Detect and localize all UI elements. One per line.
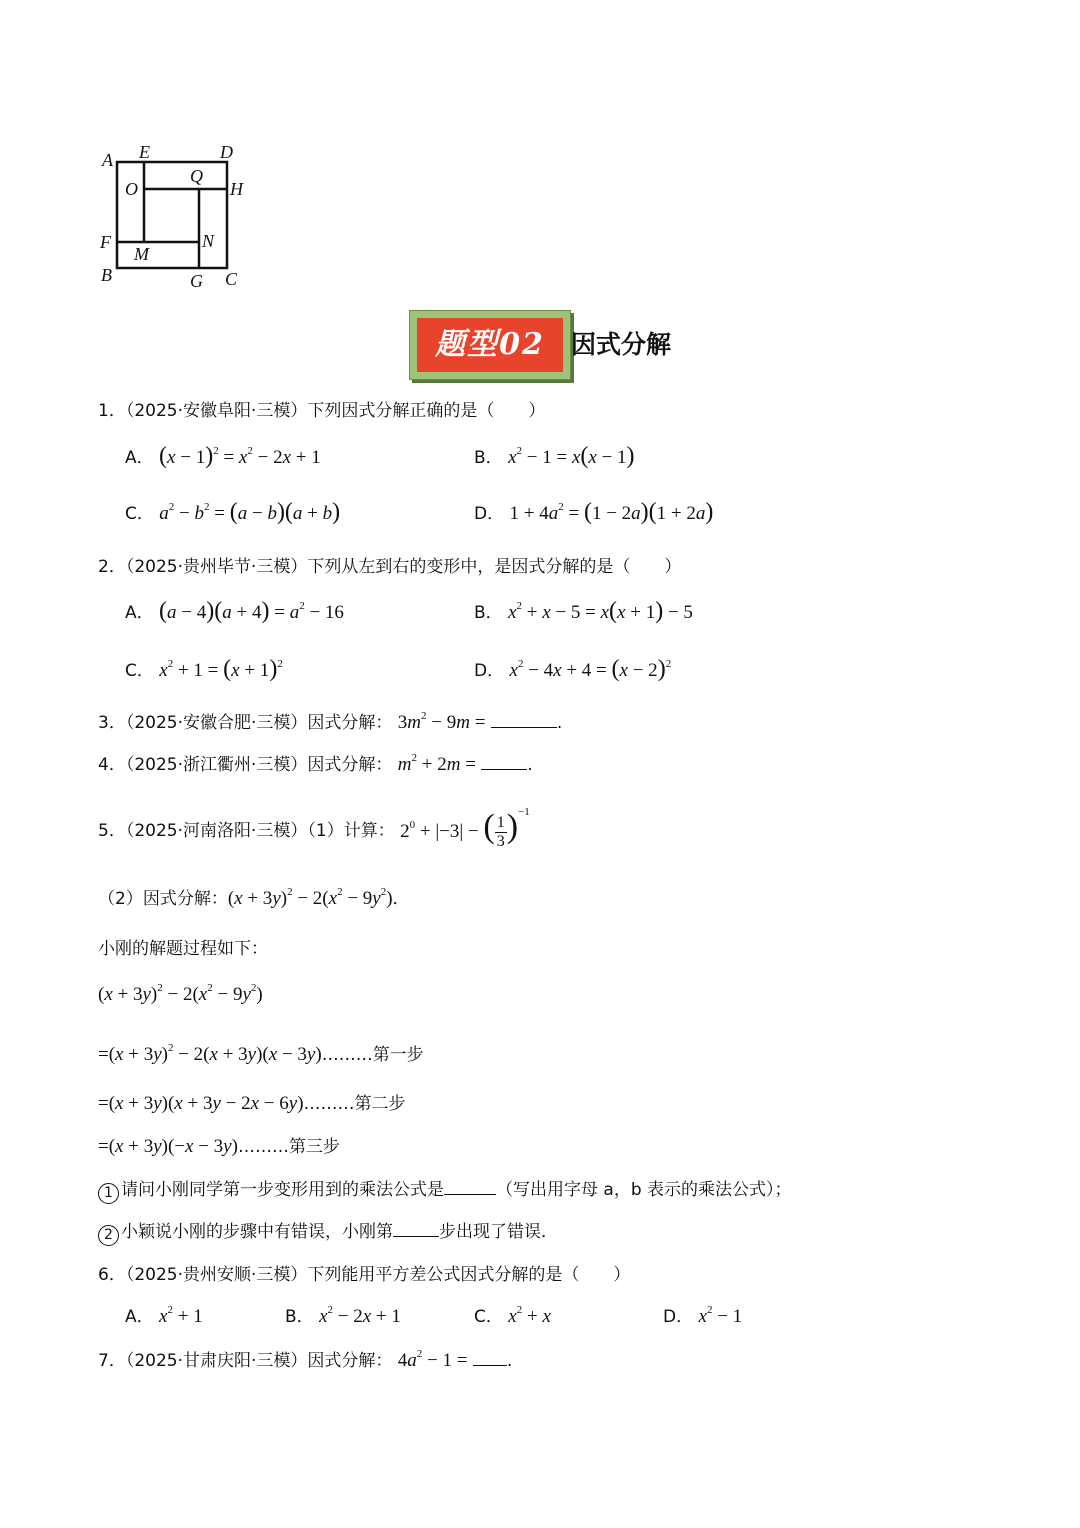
q5-part2-label: （2）因式分解： [98,889,228,909]
q5-sub1: 1 请问小刚同学第一步变形用到的乘法公式是 （写出用字母 a，b 表示的乘法公式）； [98,1175,792,1204]
q5-part2: （2）因式分解：$(x + 3y)^2 - 2(x^2 - 9y^2)$． [98,886,410,909]
q5-process-intro: 小刚的解题过程如下： [98,939,268,959]
q3-math: $3m^2 - 9m$ = [397,710,486,733]
q7: 7．（2025·甘肃庆阳·三模）因式分解： $4a^2 - 1$ = . [98,1348,513,1371]
q5-part1 [98,806,530,851]
label-Q: Q [190,166,203,186]
q5-calc-math: $2^0 + |-3|$ − ( $\frac{1}{3}$ )$^{-1}$ [400,806,530,851]
q2-option-d-math: $x^2 - 4x + 4 = (x - 2)^2$ [509,656,672,682]
q2-option-d: D． $x^2 - 4x + 4 = (x - 2)^2$ [474,656,672,682]
question-type-badge [409,310,571,380]
q5-step-0: $(x + 3y)^2 - 2(x^2 - 9y^2)$ [98,982,263,1005]
q2-option-b: B． $x^2 + x - 5 = x(x + 1) - 5$ [474,598,693,624]
label-A: A [102,150,113,170]
q1-option-b: B． $x^2 - 1 = x(x - 1)$ [474,443,635,469]
q5-step-3: =(x + 3y)(−x − 3y)………第三步 [98,1136,340,1157]
q1-option-c-math: $a^2 - b^2 = (a - b)(a + b)$ [159,499,341,525]
q3-stem: 3．（2025·安徽合肥·三模）因式分解： [98,713,393,733]
label-G: G [190,271,203,291]
label-B: B [101,265,112,285]
q7-stem: 7．（2025·甘肃庆阳·三模）因式分解： [98,1351,393,1371]
q4-answer-blank[interactable] [481,754,527,770]
label-F: F [100,232,111,252]
q6-stem: 6．（2025·贵州安顺·三模）下列能用平方差公式因式分解的是（ ） [98,1265,631,1285]
q5-step-1-note: ………第一步 [321,1045,424,1065]
q1-option-d: D． $1 + 4a^2 = (1 - 2a)(1 + 2a)$ [474,499,714,525]
q5-part2-math: $(x + 3y)^2 - 2(x^2 - 9y^2)$ [227,886,393,909]
q7-answer-blank[interactable] [473,1350,507,1366]
label-H: H [230,179,243,199]
q1-option-c: C． $a^2 - b^2 = (a - b)(a + b)$ [125,499,341,525]
q1-stem: 1．（2025·安徽阜阳·三模）下列因式分解正确的是（ ） [98,401,546,421]
q2-option-a: A． $(a - 4)(a + 4) = a^2 - 16$ [125,598,344,624]
q5-stem: 5．（2025·河南洛阳·三模）（1）计算： [98,821,395,842]
badge-text: 题型02 [417,318,563,372]
q2-option-a-math: $(a - 4)(a + 4) = a^2 - 16$ [159,598,344,624]
q6-option-b: B． $x^2 - 2x + 1$ [285,1304,401,1327]
q5-step-1: $=(x + 3y)^2 - 2(x + 3y)(x$ − 3y)………第一步 [98,1042,424,1065]
q1-option-a: A． $(x - 1)^2 = x^2 - 2x + 1$ [125,443,321,469]
q3: 3．（2025·安徽合肥·三模）因式分解： $3m^2 - 9m$ = . [98,710,563,733]
label-D: D [220,142,233,162]
label-N: N [202,231,215,251]
q3-answer-blank[interactable] [491,712,557,728]
q4-math: $m^2 + 2m$ = [397,752,476,775]
label-C: C [225,269,238,289]
q2-option-c-math: $x^2 + 1 = (x + 1)^2$ [159,656,283,682]
q6-option-d: D． $x^2 - 1$ [663,1304,743,1327]
section-title: 因式分解 [571,330,672,359]
q1-option-a-math: $(x - 1)^2 = x^2 - 2x + 1$ [159,443,321,469]
label-O: O [125,179,138,199]
q2-option-b-math: $x^2 + x - 5 = x(x + 1) - 5$ [508,598,693,624]
q5-sub2: 2 小颖说小刚的步骤中有错误，小刚第 步出现了错误． [98,1217,558,1246]
q5-step-2-note: ………第二步 [303,1094,406,1114]
circled-number-2: 2 [98,1225,119,1246]
q5-sub1-answer-blank[interactable] [444,1179,496,1195]
q6-option-a: A． $x^2 + 1$ [125,1304,203,1327]
q4: 4．（2025·浙江衢州·三模）因式分解： $m^2 + 2m$ = . [98,752,533,775]
q7-math: $4a^2 - 1$ = [397,1348,468,1371]
label-M: M [134,244,149,264]
q1-option-d-math: $1 + 4a^2 = (1 - 2a)(1 + 2a)$ [509,499,714,525]
square-diagram [96,138,256,293]
q5-step-2: =(x + 3y)(x + 3y − 2x − 6y)………第二步 [98,1093,406,1114]
label-E: E [139,142,150,162]
q4-stem: 4．（2025·浙江衢州·三模）因式分解： [98,755,393,775]
q2-stem: 2．（2025·贵州毕节·三模）下列从左到右的变形中，是因式分解的是（ ） [98,557,682,577]
q5-step-3-note: ………第三步 [237,1137,340,1157]
q1-option-b-math: $x^2 - 1 = x(x - 1)$ [508,443,635,469]
circled-number-1: 1 [98,1183,119,1204]
q5-sub2-answer-blank[interactable] [393,1221,439,1237]
q6-option-c: C． $x^2 + x$ [474,1304,551,1327]
q2-option-c: C． $x^2 + 1 = (x + 1)^2$ [125,656,283,682]
